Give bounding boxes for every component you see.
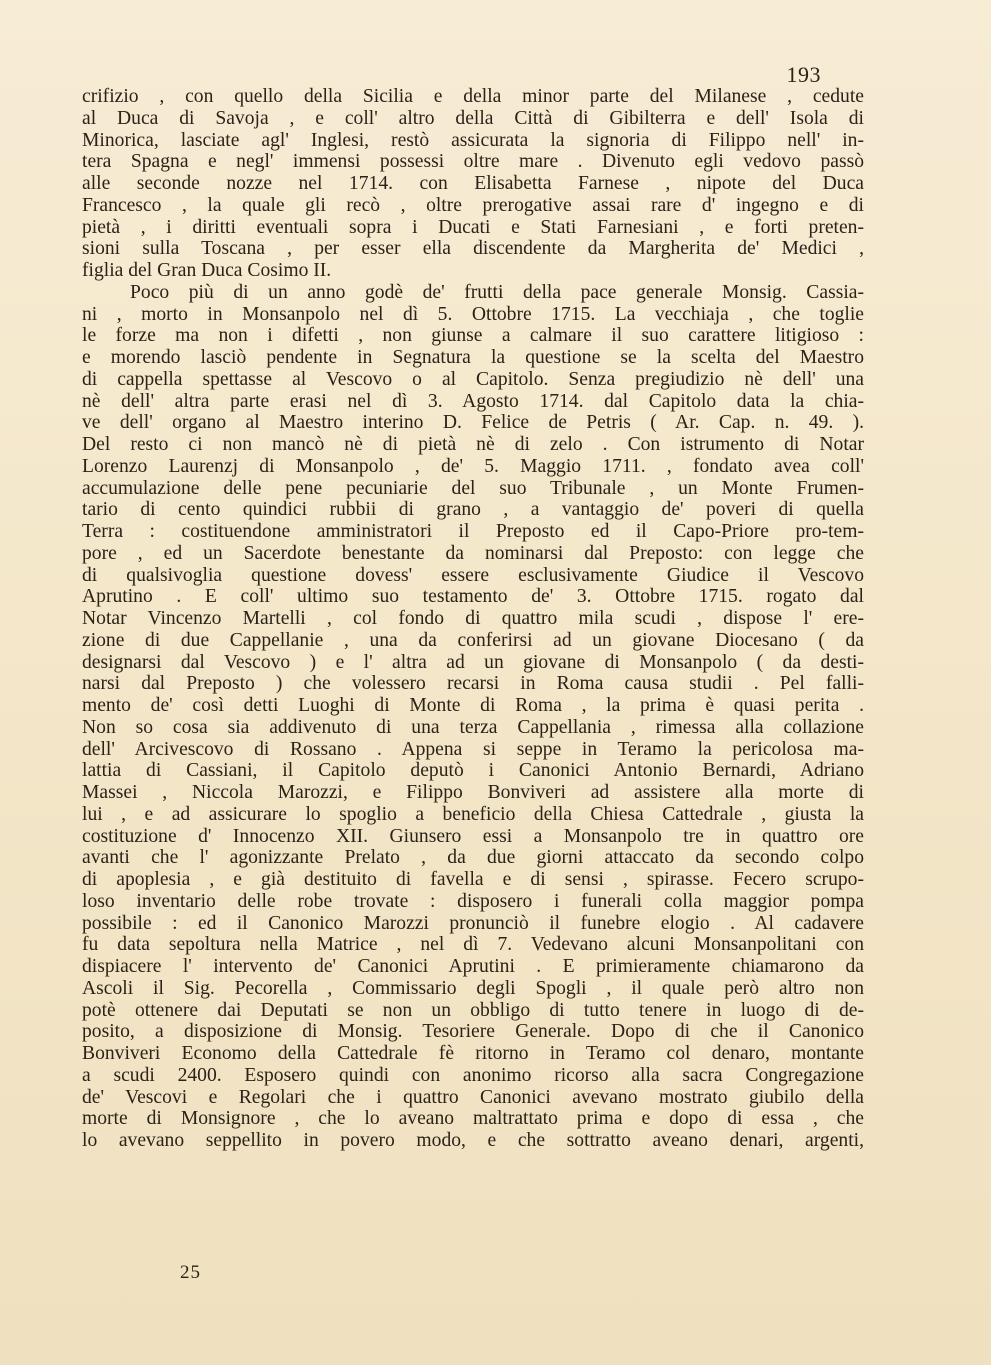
text-line: Terra : costituendone amministratori il Preposto ed il Capo-Priore pro-tem- [82,521,864,542]
text-line: al Duca di Savoja , e coll' altro della Città di Gibilterra e dell' Isola di [82,107,864,129]
text-line: designarsi dal Vescovo ) e l' altra ad un giovane di Monsanpolo ( da desti- [82,651,864,673]
text-line: de' Vescovi e Regolari che i quattro Canonici avevano mostrato giubilo della [82,1086,864,1108]
text-line: tera Spagna e negl' immensi possessi oltre mare . Divenuto egli vedovo passò [82,151,864,173]
text-line: ve dell' organo al Maestro interino D. Felice de Petris ( Ar. Cap. n. 49. ). [82,412,864,434]
text-line: potè ottenere dai Deputati se non un obbligo di tutto tenere in luogo di de- [82,999,864,1021]
text-line: Aprutino . E coll' ultimo suo testamento de' 3. Ottobre 1715. rogato dal [82,586,864,608]
text-line: lo avevano seppellito in povero modo, e che sottratto aveano denari, argenti, [82,1130,864,1151]
text-line: crifizio , con quello della Sicilia e della minor parte del Milanese , cedute [82,86,864,107]
text-line: pietà , i diritti eventuali sopra i Ducati e Stati Farnesiani , e forti preten- [82,216,864,238]
paragraph-start-line: Poco più di un anno godè de' frutti della pace generale Monsig. Cassia- [130,281,864,303]
text-line: e morendo lasciò pendente in Segnatura la questione se la scelta del Maestro [82,347,864,368]
text-line: Notar Vincenzo Martelli , col fondo di quattro mila scudi , dispose l' ere- [82,608,864,629]
text-line: dispiacere l' intervento de' Canonici Aprutini . E primieramente chiamarono da [82,956,864,977]
text-line: alle seconde nozze nel 1714. con Elisabetta Farnese , nipote del Duca [82,173,864,194]
text-line: le forze ma non i difetti , non giunse a calmare il suo carattere litigioso : [82,325,864,347]
text-line: costituzione d' Innocenzo XII. Giunsero essi a Monsanpolo tre in quattro ore [82,825,864,847]
text-line: loso inventario delle robe trovate : disposero i funerali colla maggior pompa [82,890,864,912]
text-line: ni , morto in Monsanpolo nel dì 5. Ottobre 1715. La vecchiaja , che toglie [82,303,864,325]
text-line: sioni sulla Toscana , per esser ella discendente da Margherita de' Medici , [82,238,864,260]
text-line: Ascoli il Sig. Pecorella , Commissario degli Spogli , il quale però altro non [82,977,864,999]
text-line: Non so cosa sia addivenuto di una terza Cappellania , rimessa alla collazione [82,716,864,738]
text-line: Del resto ci non mancò nè di pietà nè di zelo . Con istrumento di Notar [82,434,864,455]
text-line: Massei , Niccola Marozzi, e Filippo Bonviveri ad assistere alla morte di [82,782,864,803]
text-line: accumulazione delle pene pecuniarie del suo Tribunale , un Monte Frumen- [82,477,864,499]
text-line: morte di Monsignore , che lo aveano maltrattato prima e dopo di essa , che [82,1108,864,1130]
text-line: di cappella spettasse al Vescovo o al Capitolo. Senza pregiudizio nè dell' una [82,368,864,390]
text-line: tario di cento quindici rubbii di grano , a vantaggio de' poveri di quella [82,499,864,521]
text-line: pore , ed un Sacerdote benestante da nominarsi dal Preposto: con legge che [82,542,864,564]
text-line: nè dell' altra parte erasi nel dì 3. Agosto 1714. dal Capitolo data la chia- [82,390,864,412]
text-line: di qualsivoglia questione dovess' essere esclusivamente Giudice il Vescovo [82,564,864,586]
page-number: 193 [786,62,821,87]
text-line: lattia di Cassiani, il Capitolo deputò i Canonici Antonio Bernardi, Adriano [82,760,864,782]
text-line: fu data sepoltura nella Matrice , nel dì 7. Vedevano alcuni Monsanpolitani con [82,934,864,956]
text-line: possibile : ed il Canonico Marozzi pronunciò il funebre elogio . Al cadavere [82,912,864,934]
signature-mark: 25 [180,1262,201,1283]
text-line: Lorenzo Laurenzj di Monsanpolo , de' 5. Maggio 1711. , fondato avea coll' [82,455,864,477]
text-line: Francesco , la quale gli recò , oltre prerogative assai rare d' ingegno e di [82,194,864,216]
body-text [82,86,864,1152]
text-line: lui , e ad assicurare lo spoglio a beneficio della Chiesa Cattedrale , giusta la [82,803,864,825]
text-line: narsi dal Preposto ) che volessero recarsi in Roma causa studii . Pel falli- [82,673,864,695]
text-line: Minorica, lasciate agl' Inglesi, restò assicurata la signoria di Filippo nell' in- [82,129,864,151]
text-line: figlia del Gran Duca Cosimo II. [82,260,332,281]
text-line: Bonviveri Economo della Cattedrale fè ritorno in Teramo col denaro, montante [82,1043,864,1064]
text-line: mento de' così detti Luoghi di Monte di Roma , la prima è quasi perita . [82,695,864,716]
text-line: a scudi 2400. Esposero quindi con anonimo ricorso alla sacra Congregazione [82,1064,864,1086]
text-line: zione di due Cappellanie , una da conferirsi ad un giovane Diocesano ( da [82,629,864,651]
text-line: dell' Arcivescovo di Rossano . Appena si seppe in Teramo la pericolosa ma- [82,738,864,760]
text-line: posito, a disposizione di Monsig. Tesoriere Generale. Dopo di che il Canonico [82,1021,864,1043]
text-line: avanti che l' agonizzante Prelato , da due giorni attaccato da secondo colpo [82,847,864,869]
text-line: di apoplesia , e già destituito di favella e di sensi , spirasse. Fecero scrupo- [82,869,864,890]
